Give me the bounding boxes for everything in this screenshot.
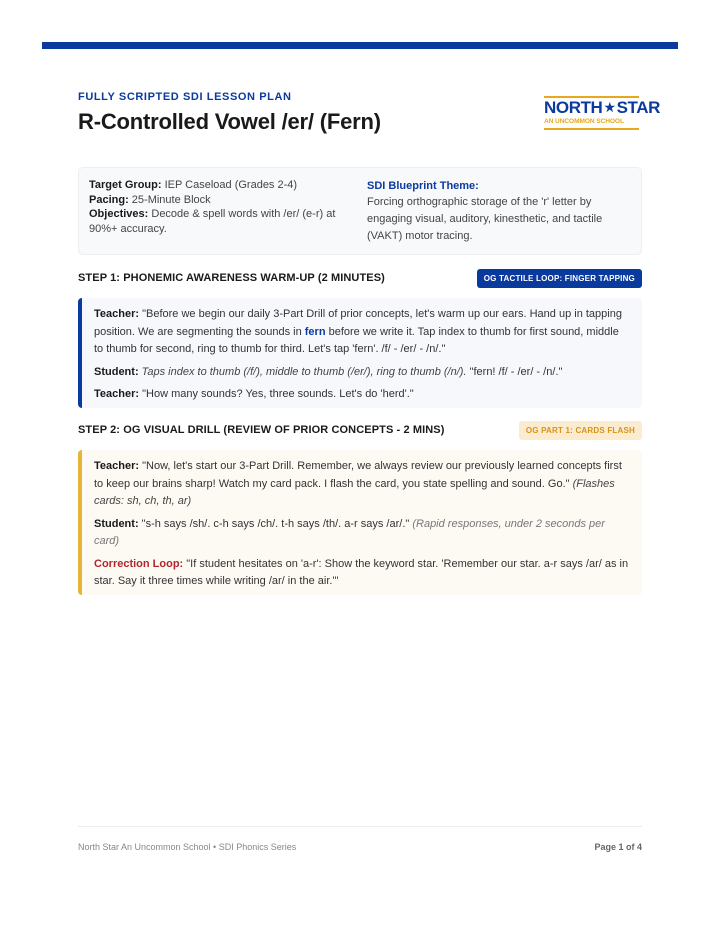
step1-badge: OG TACTILE LOOP: FINGER TAPPING xyxy=(477,269,642,288)
step1-header xyxy=(78,268,642,288)
logo-bottom-rule xyxy=(544,128,639,130)
step1-script-card xyxy=(78,298,642,408)
step2-script-card xyxy=(78,450,642,595)
highlighted-word: fern xyxy=(304,325,326,338)
logo-tagline: AN UNCOMMON SCHOOL xyxy=(544,118,624,125)
objectives-row: Objectives: Decode & spell words with /er/ (e-r) at 90%+ accuracy. xyxy=(89,208,336,235)
lesson-info-box xyxy=(78,167,642,255)
step1-student-line: Student: Taps index to thumb (/f/), middle to thumb (/er/), ring to thumb (/n/). "fern! /f/ - /er/ - /n/." xyxy=(94,365,563,378)
step2-title: STEP 2: OG VISUAL DRILL (REVIEW OF PRIOR CONCEPTS - 2 MINS) xyxy=(78,424,445,436)
page-number: Page 1 of 4 xyxy=(594,842,642,852)
step1-teacher-line-1: Teacher: "Before we begin our daily 3-Part Drill of prior concepts, let's warm up our ears. Hand up in tapping position. We are segmenting the sounds in fern before we write it. Tap index to thumb for first sound, middle to thumb for second, ring to thumb for third. Let's tap 'fern'. /f/ - /er/ - /n/." xyxy=(94,308,622,355)
lesson-details xyxy=(89,178,366,246)
star-icon: ★ xyxy=(603,99,616,115)
page-footer xyxy=(78,842,642,852)
north-star-logo xyxy=(544,96,661,130)
step2-teacher-line: Teacher: "Now, let's start our 3-Part Drill. Remember, we always review our previously learned concepts first to keep our brains sharp! Watch my card pack. I flash the card, you state spelling and sound. Go." (Flashes cards: sh, ch, th, ar) xyxy=(94,460,622,507)
top-accent-bar xyxy=(42,42,678,49)
blueprint-theme xyxy=(366,178,631,246)
footer-divider xyxy=(78,826,642,827)
logo-word-right: STAR xyxy=(616,98,661,117)
step1-teacher-line-2: Teacher: "How many sounds? Yes, three sounds. Let's do 'herd'." xyxy=(94,388,414,400)
target-group-row: Target Group: IEP Caseload (Grades 2-4) xyxy=(89,179,298,191)
logo-wordmark xyxy=(544,98,661,117)
pacing-row: Pacing: 25-Minute Block xyxy=(89,193,211,206)
theme-text: Forcing orthographic storage of the 'r' letter by engaging visual, auditory, kinesthetic, and tactile (VAKT) motor tracing. xyxy=(367,196,603,242)
step2-badge: OG PART 1: CARDS FLASH xyxy=(519,421,642,440)
logo-word-left: NORTH xyxy=(544,98,603,117)
theme-label: SDI Blueprint Theme: xyxy=(367,180,479,192)
page-title: R-Controlled Vowel /er/ (Fern) xyxy=(78,109,381,134)
step2-header xyxy=(78,420,642,440)
step2-student-line: Student: "s-h says /sh/. c-h says /ch/. t-h says /th/. a-r says /ar/." (Rapid responses, under 2 seconds per card) xyxy=(94,517,605,547)
lesson-eyebrow: FULLY SCRIPTED SDI LESSON PLAN xyxy=(78,91,292,103)
step1-title: STEP 1: PHONEMIC AWARENESS WARM-UP (2 MINUTES) xyxy=(78,272,385,284)
footer-series: North Star An Uncommon School • SDI Phonics Series xyxy=(78,842,297,852)
step2-correction-line: Correction Loop: "If student hesitates on 'a-r': Show the keyword star. 'Remember our star. a-r says /ar/ as in star. Say it three times while writing /ar/ in the air.'" xyxy=(94,557,629,587)
